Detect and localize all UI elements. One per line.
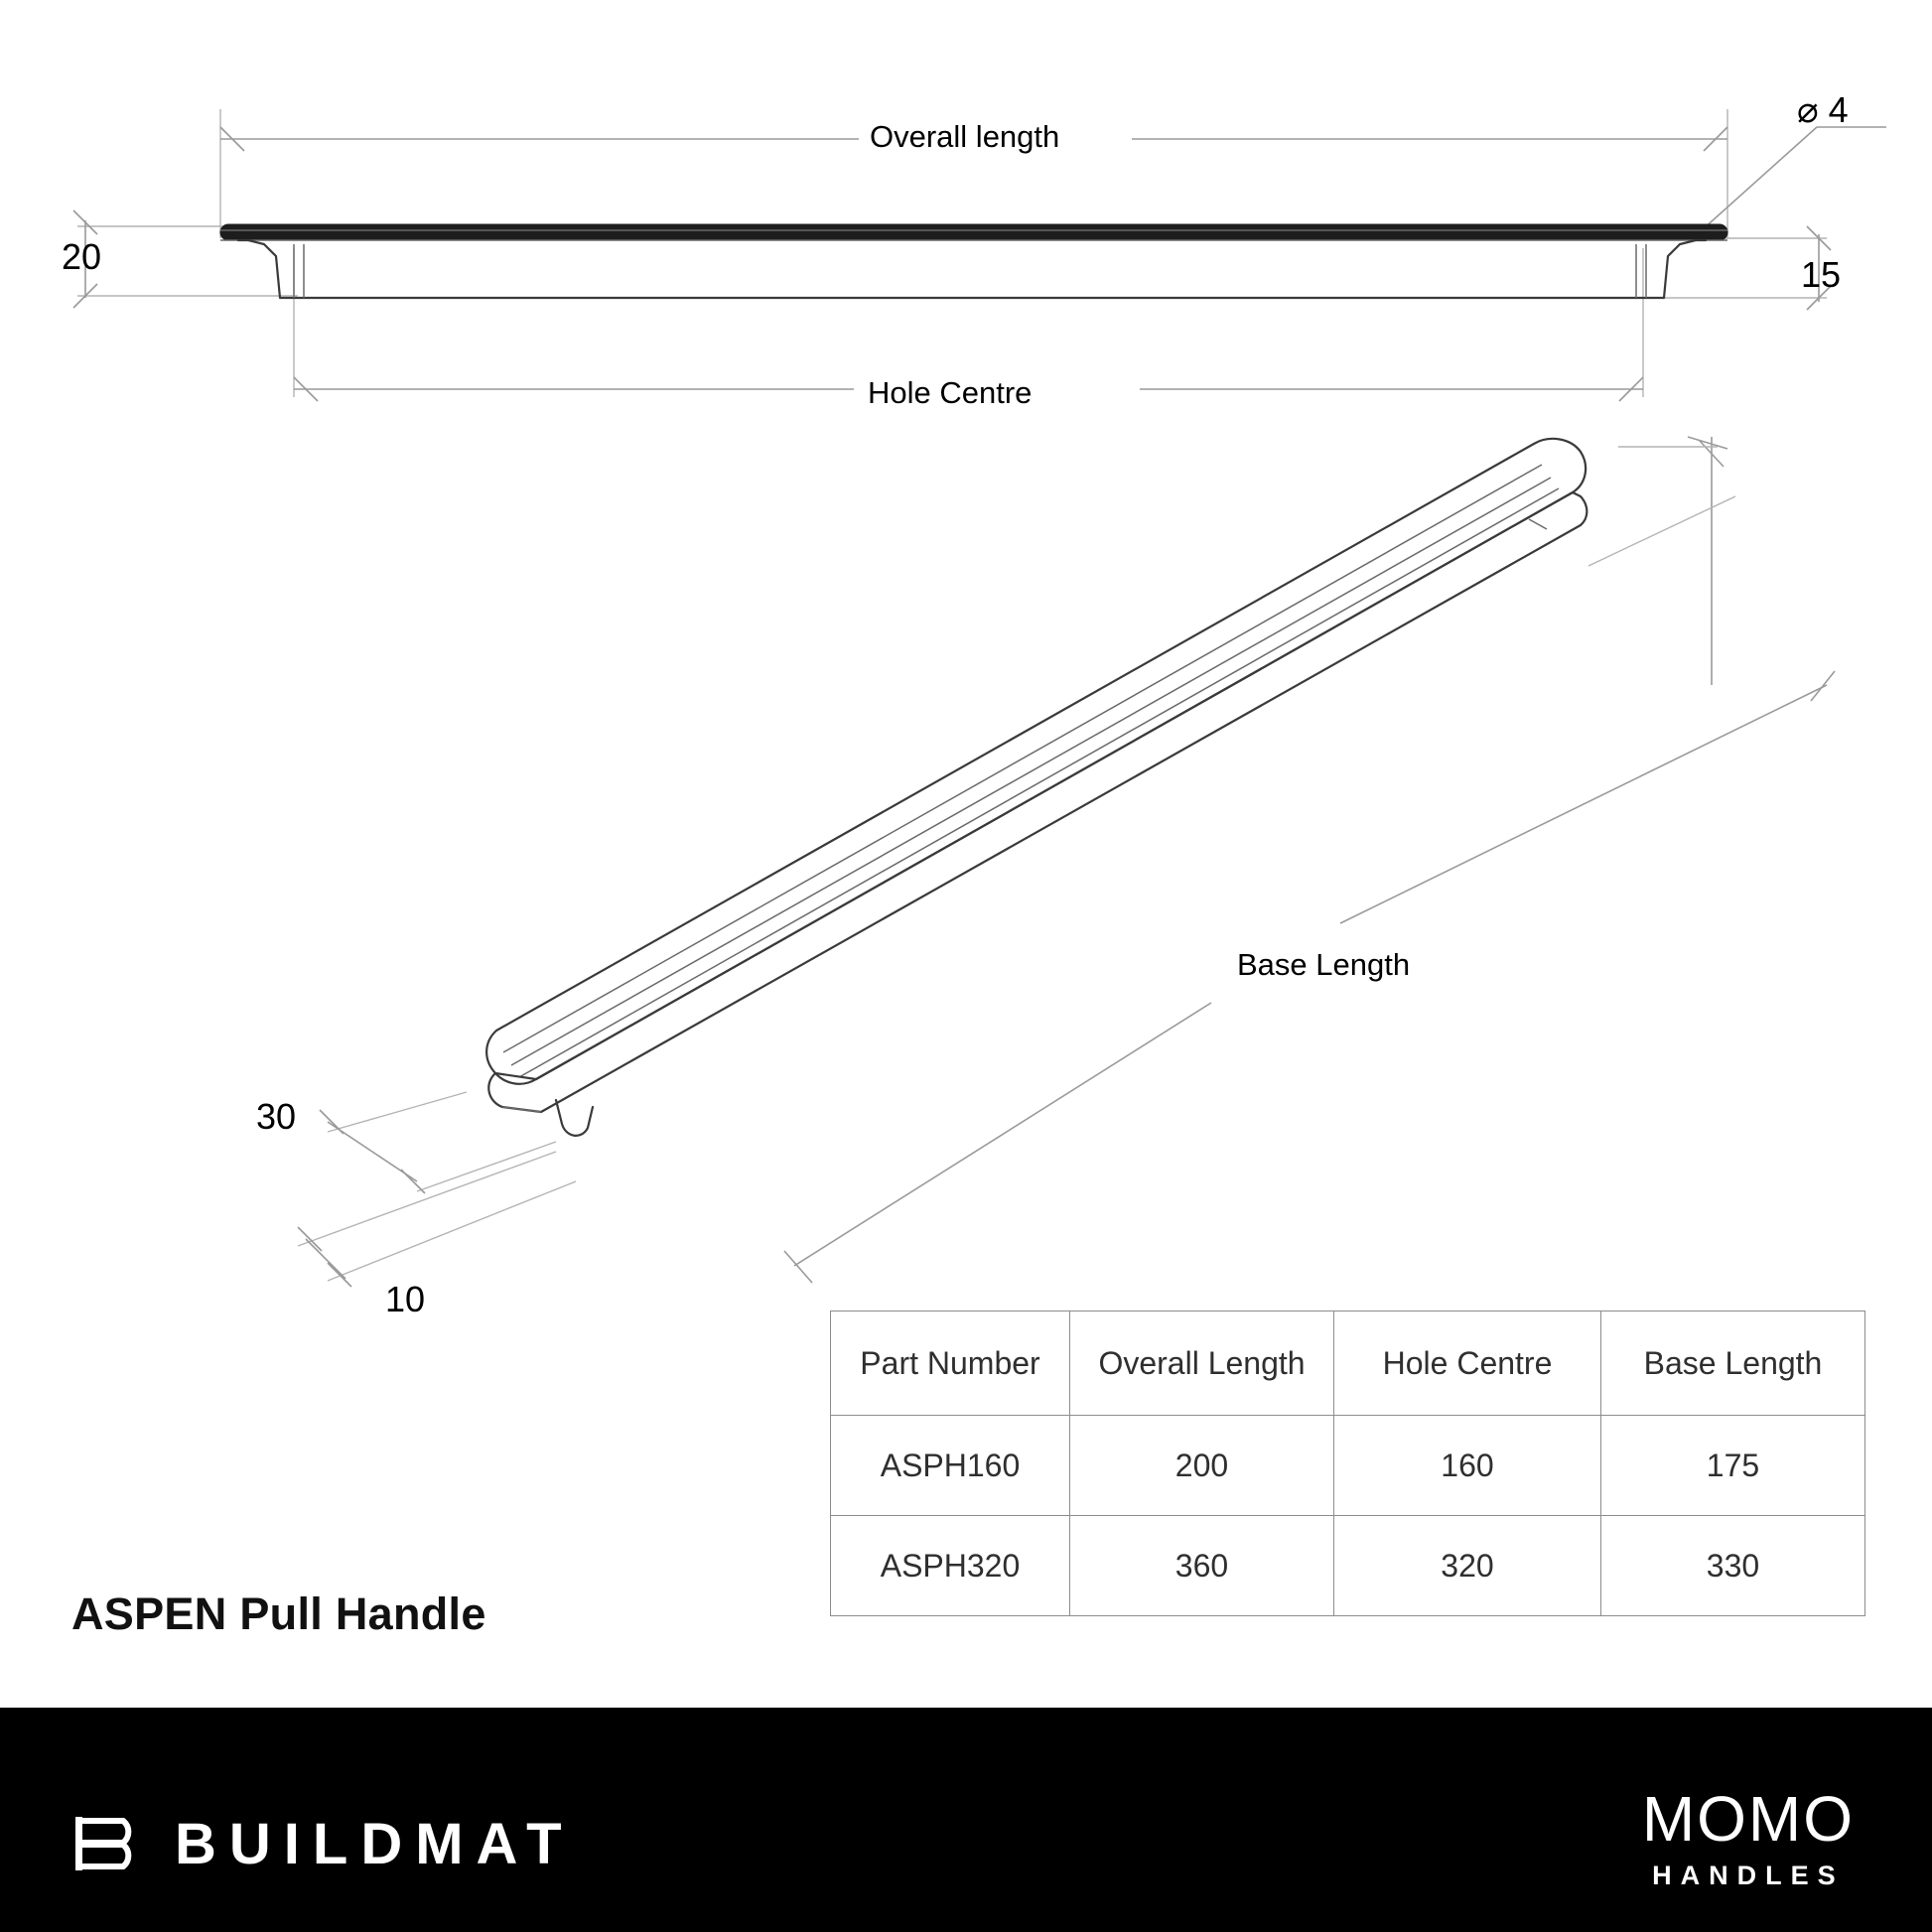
col-part-number: Part Number (831, 1311, 1070, 1416)
momo-wordmark: MOMO (1641, 1783, 1855, 1855)
col-hole-centre: Hole Centre (1334, 1311, 1601, 1416)
label-diameter-4: ⌀ 4 (1797, 89, 1849, 130)
title-brand: ASPEN (71, 1588, 227, 1639)
label-hole-centre: Hole Centre (868, 375, 1033, 410)
cell-base-length: 175 (1601, 1416, 1865, 1516)
spec-table (830, 1311, 1865, 1616)
buildmat-wordmark: BUILDMAT (175, 1811, 575, 1876)
cell-part-number: ASPH160 (831, 1416, 1070, 1516)
cell-hole-centre: 320 (1334, 1516, 1601, 1616)
table-row (831, 1416, 1865, 1516)
label-dim-15: 15 (1801, 254, 1842, 295)
label-overall-length: Overall length (870, 119, 1060, 154)
label-dim-20: 20 (62, 236, 102, 277)
label-base-length: Base Length (1237, 947, 1411, 982)
momo-sub-wordmark: HANDLES (1652, 1861, 1845, 1890)
buildmat-mark-icon (71, 1807, 149, 1880)
col-base-length: Base Length (1601, 1311, 1865, 1416)
cell-base-length: 330 (1601, 1516, 1865, 1616)
table-row (831, 1516, 1865, 1616)
cell-overall-length: 200 (1070, 1416, 1334, 1516)
page-title (71, 1588, 486, 1640)
cell-part-number: ASPH320 (831, 1516, 1070, 1616)
col-overall-length: Overall Length (1070, 1311, 1334, 1416)
momo-logo (1641, 1783, 1855, 1891)
label-dim-10: 10 (385, 1279, 426, 1319)
table-header-row (831, 1311, 1865, 1416)
cell-overall-length: 360 (1070, 1516, 1334, 1616)
label-dim-30: 30 (256, 1096, 297, 1137)
buildmat-logo (71, 1807, 575, 1880)
cell-hole-centre: 160 (1334, 1416, 1601, 1516)
title-rest: Pull Handle (226, 1588, 486, 1639)
